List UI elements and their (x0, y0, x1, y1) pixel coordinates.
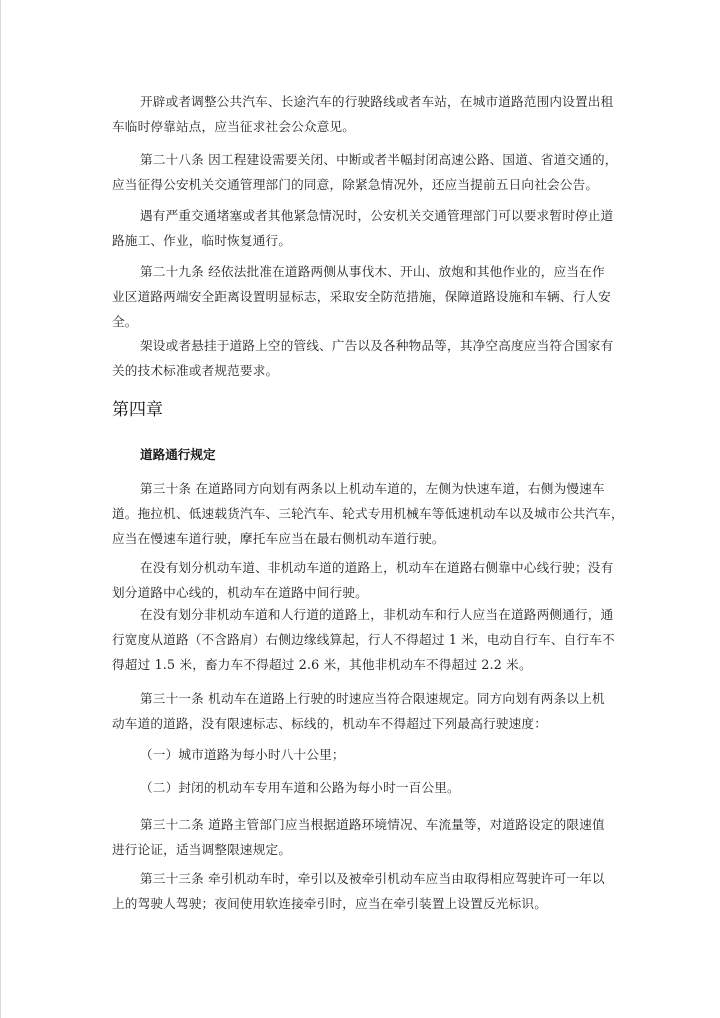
paragraph-article-32 (112, 812, 612, 862)
text-line: 架设或者悬挂于道路上空的管线、广告以及各种物品等，其净空高度应当符合国家有 (140, 338, 614, 353)
text-line: （二）封闭的机动车专用车道和公路为每小时一百公里。 (140, 780, 460, 795)
text-line: 车临时停靠站点，应当征求社会公众意见。 (112, 119, 356, 134)
text-line: 上的驾驶人驾驶；夜间使用软连接牵引时，应当在牵引装置上设置反光标识。 (112, 896, 547, 911)
paragraph-overhead-lines (112, 333, 612, 383)
text-line: 第三十条 在道路同方向划有两条以上机动车道的，左侧为快速车道，右侧为慢速车 (140, 481, 605, 496)
paragraph-non-motor-width (112, 602, 615, 677)
text-line: 第三十三条 牵引机动车时，牵引以及被牵引机动车应当由取得相应驾驶许可一年以 (140, 871, 605, 886)
text-line: 第二十八条 因工程建设需要关闭、中断或者半幅封闭高速公路、国道、省道交通的， (140, 152, 618, 167)
text-line: 开辟或者调整公共汽车、长途汽车的行驶路线或者车站，在城市道路范围内设置出租 (140, 94, 614, 109)
chapter-heading: 第四章 (112, 400, 163, 420)
text-line: 关的技术标准或者规范要求。 (112, 363, 279, 378)
paragraph-article-29 (112, 259, 612, 334)
paragraph-bus-routes (112, 89, 612, 139)
paragraph-no-lane-division (112, 555, 612, 605)
text-line: 业区道路两端安全距离设置明显标志，采取安全防范措施，保障道路设施和车辆、行人安 (112, 289, 611, 304)
text-line: 进行论证，适当调整限速规定。 (112, 842, 292, 857)
text-line: 行宽度从道路（不含路肩）右侧边缘线算起，行人不得超过 1 米，电动自行车、自行车不 (112, 632, 615, 647)
paragraph-speed-highway (112, 775, 612, 800)
paragraph-article-33 (112, 866, 612, 916)
chapter-title: 道路通行规定 (140, 447, 216, 462)
text-line: 路施工、作业，临时恢复通行。 (112, 233, 292, 248)
text-line: 第二十九条 经依法批准在道路两侧从事伐木、开山、放炮和其他作业的，应当在作 (140, 264, 605, 279)
text-line: 全。 (112, 314, 138, 329)
text-line: 在没有划分非机动车道和人行道的道路上，非机动车和行人应当在道路两侧通行，通 (140, 607, 614, 622)
text-line: 应当征得公安机关交通管理部门的同意，除紧急情况外，还应当提前五日向社会公告。 (112, 177, 599, 192)
paragraph-speed-city (112, 742, 612, 767)
text-line: 第三十二条 道路主管部门应当根据道路环境情况、车流量等，对道路设定的限速值 (140, 817, 605, 832)
paragraph-article-30 (112, 476, 624, 551)
text-line: 应当在慢速车道行驶，摩托车应当在最右侧机动车道行驶。 (112, 531, 445, 546)
text-line: （一）城市道路为每小时八十公里； (140, 747, 345, 762)
paragraph-article-31 (112, 686, 612, 736)
text-line: 遇有严重交通堵塞或者其他紧急情况时，公安机关交通管理部门可以要求暂时停止道 (140, 208, 614, 223)
text-line: 划分道路中心线的，机动车在道路中间行驶。 (112, 585, 368, 600)
text-line: 道。拖拉机、低速载货汽车、三轮汽车、轮式专用机械车等低速机动车以及城市公共汽车， (112, 506, 624, 521)
text-line: 在没有划分机动车道、非机动车道的道路上，机动车在道路右侧靠中心线行驶；没有 (140, 560, 614, 575)
text-line: 动车道的道路，没有限速标志、标线的，机动车不得超过下列最高行驶速度： (112, 716, 547, 731)
paragraph-article-28 (112, 147, 618, 197)
text-line: 得超过 1.5 米，畜力车不得超过 2.6 米，其他非机动车不得超过 2.2 米。 (112, 657, 532, 672)
text-line: 第三十一条 机动车在道路上行驶的时速应当符合限速规定。同方向划有两条以上机 (140, 691, 605, 706)
paragraph-emergency (112, 203, 612, 253)
